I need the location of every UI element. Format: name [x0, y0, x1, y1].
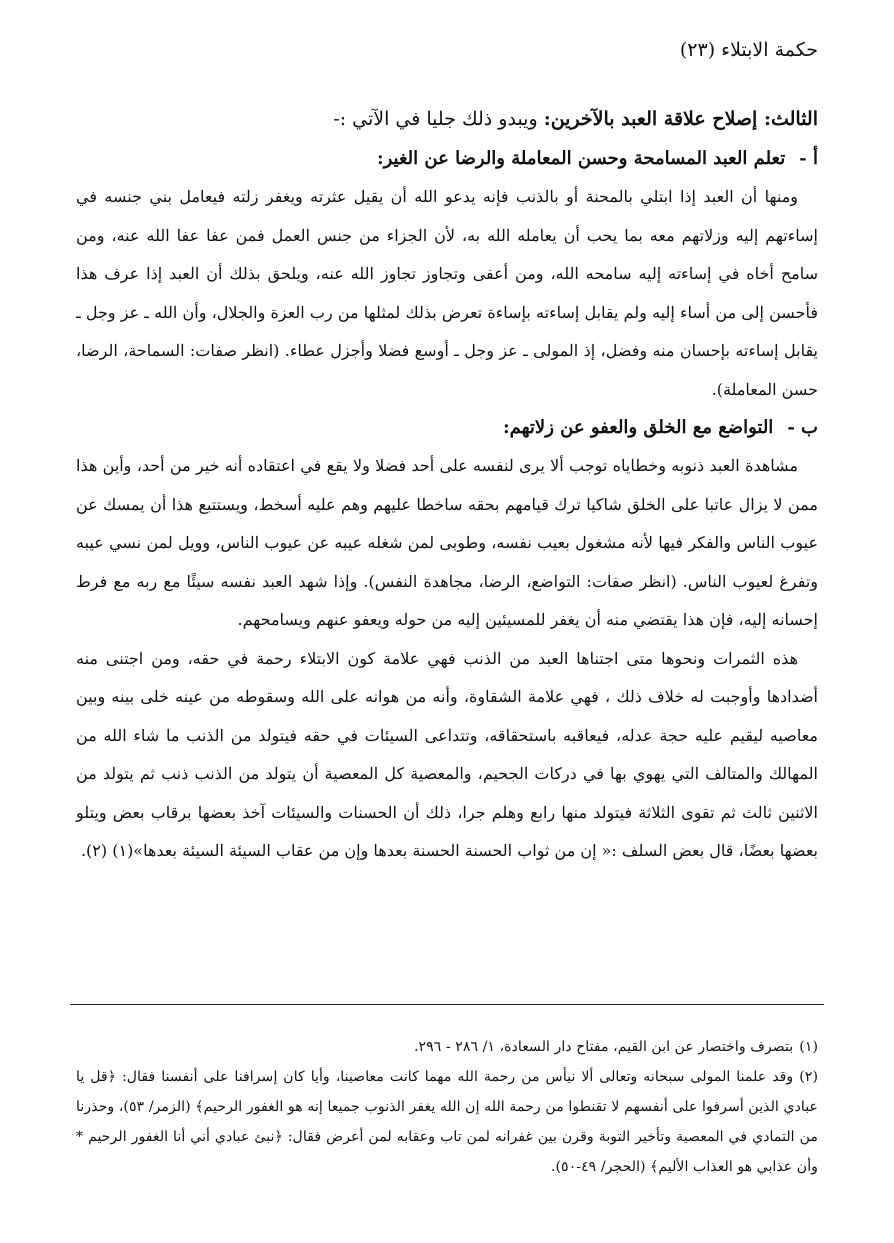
footnote-2-number: (٢) [799, 1069, 818, 1085]
footnote-2 [76, 1062, 818, 1182]
subsection-heading-a-text: تعلم العبد المسامحة وحسن المعاملة والرضا عن الغير: [376, 148, 786, 169]
subsection-marker-a: أ - [799, 148, 818, 169]
running-header [76, 36, 818, 64]
footnote-1-text: بتصرف واختصار عن ابن القيم، مفتاح دار السعادة، ١/ ٢٨٦ - ٢٩٦. [414, 1039, 794, 1055]
section-title-bold: الثالث: إصلاح علاقة العبد بالآخرين: [543, 108, 818, 130]
footnote-2-text: وقد علمنا المولى سبحانه وتعالى ألا نيأس من رحمة الله مهما كانت معاصينا، وأيا كان إسرافنا على أنفسنا فقال: ﴿قل يا عبادي الذين أسرفوا على أنفسهم لا تقنطوا من رحمة الله إن الله يغفر الذنوب جميعا إنه هو الغفور الرحيم﴾ (الزمر/ ٥٣)، وحذرنا من التمادي في المعصية وتأخير التوبة وقرن بين غفرانه لمن تاب وعقابه لمن أعرض فقال: ﴿نبئ عبادي أني أنا الغفور الرحيم * وأن عذابي هو العذاب الأليم﴾ (الحجر/ ٤٩-٥٠). [76, 1069, 818, 1175]
subsection-heading-b-text: التواضع مع الخلق والعفو عن زلاتهم: [503, 417, 774, 438]
footnote-divider [70, 1004, 824, 1005]
footnotes [76, 1032, 818, 1182]
paragraph-b-1: مشاهدة العبد ذنوبه وخطاياه توجب ألا يرى لنفسه على أحد فضلا ولا يقع في اعتقاده أنه خير من أحد، وأين هذا ممن لا يزال عاتبا على الخلق شاكيا ترك قيامهم بحقه ساخطا عليهم وهم عليه أسخط، ويستتبع هذا أن يمسك عن عيوب الناس والفكر فيها لأنه مشغول بعيب نفسه، وطوبى لمن شغله عيبه عن عيوب الناس، وويل لمن نسي عيبه وتفرغ لعيوب الناس. (انظر صفات: التواضع، الرضا، مجاهدة النفس). وإذا شهد العبد نفسه سيئًا مع ربه مع فرط إحسانه إليه، فإن هذا يقتضي منه أن يغفر للمسيئين إليه من حوله ويعفو عنهم ويسامحهم. [76, 456, 819, 629]
subsection-heading-b [76, 413, 818, 443]
section-title-rest: ويبدو ذلك جليا في الآتي :- [333, 108, 538, 130]
section-title [76, 104, 818, 134]
subsection-marker-b: ب - [787, 417, 818, 438]
paragraph-b-2: هذه الثمرات ونحوها متى اجتناها العبد من الذنب فهي علامة كون الابتلاء رحمة في حقه، ومن اجتنى منه أضدادها وأوجبت له خلاف ذلك ، فهي علامة الشقاوة، وأنه من هوانه على الله وسقوطه من عينه خلى بينه وبين معاصيه ليقيم عليه حجة عدله، فيعاقبه باستحقاقه، وتتداعى السيئات في حقه فيتولد من الذنب ما شاء الله من المهالك والمتالف التي يهوي بها في دركات الجحيم، والمعصية كل المعصية أن يتولد من الذنب ذنب ثم يتولد من الاثنين ثالث ثم تقوى الثلاثة فيتولد منها رابع وهلم جرا، ذلك أن الحسنات والسيئات آخذ بعضها برقاب بعض ويتلو بعضها بعضًا، قال بعض السلف :« إن من ثواب الحسنة الحسنة بعدها وإن من عقاب السيئة السيئة بعدها»(١) (٢). [76, 648, 819, 860]
footnote-1-number: (١) [799, 1039, 818, 1055]
paragraph-a-1: ومنها أن العبد إذا ابتلي بالمحنة أو بالذنب فإنه يدعو الله أن يقيل عثرته ويغفر زلته فيعامل بني جنسه في إساءتهم إليه وزلاتهم معه بما يحب أن يعامله الله به، لأن الجزاء من جنس العمل فمن عفا عفا الله عنه، ومن سامح أخاه في إساءته إليه سامحه الله، ومن أعفى وتجاوز تجاوز الله عنه، ويلحق بذلك أن العبد إذا عرف هذا فأحسن إلى من أساء إليه ولم يقابل إساءته بإساءة تعرض بذلك لمثلها من رب العزة والجلال، وأن الله ـ عز وجل ـ يقابل إساءته بإحسان منه وفضل، إذ المولى ـ عز وجل ـ أوسع فضلا وأجزل عطاء. (انظر صفات: السماحة، الرضا، حسن المعاملة). [76, 187, 818, 399]
subsection-heading-a [76, 144, 818, 174]
running-title: حكمة الابتلاء (٢٣) [679, 39, 818, 61]
footnote-1 [76, 1032, 818, 1062]
